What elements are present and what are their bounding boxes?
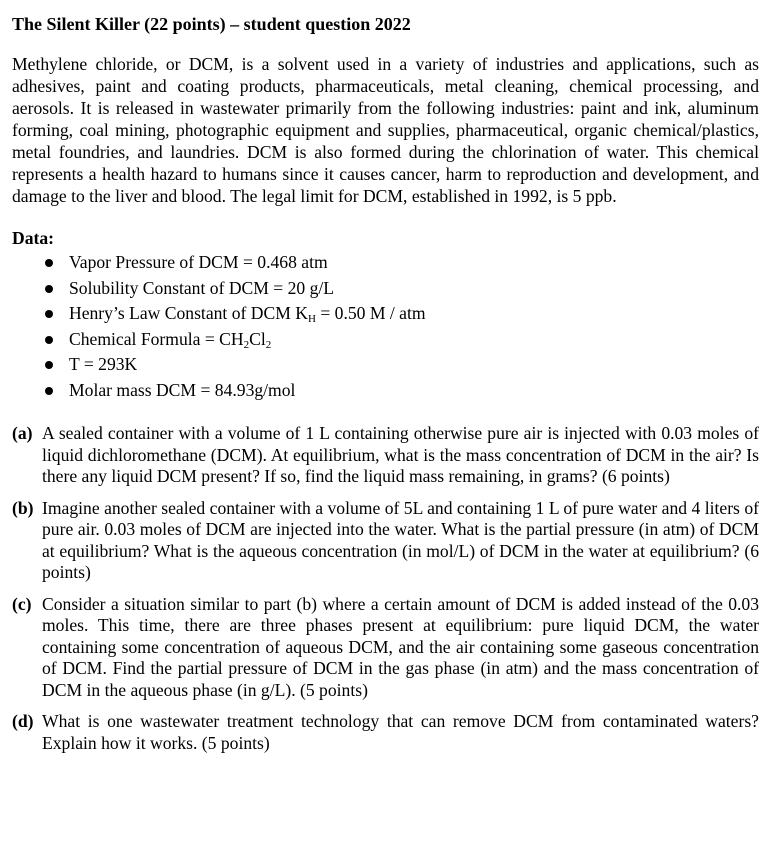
data-list (12, 250, 759, 403)
question-label: (d) (12, 711, 34, 731)
data-item-text: Solubility Constant of DCM = 20 g/L (69, 277, 335, 298)
subscript: 2 (243, 338, 250, 351)
data-heading: Data: (12, 228, 55, 248)
bullet-icon (45, 310, 53, 318)
data-item-vapor-pressure (12, 250, 759, 276)
question-text: Imagine another sealed container with a volume of 5L and containing 1 L of pure water and 4 liters of pure air. 0.03 moles of DCM are injected into the water. What is the partial pressure (in atm) of DCM at equilibrium? What is the aqueous concentration (in mol/L) of DCM in the water at equilibrium? (6 points) (42, 497, 759, 582)
data-item-text: Henry’s Law Constant of DCM K (69, 303, 308, 323)
bullet-icon (45, 336, 53, 344)
data-item-text: Vapor Pressure of DCM = 0.468 atm (69, 252, 328, 272)
bullet-icon (45, 387, 53, 395)
data-item-text: Chemical Formula = CH (69, 328, 244, 349)
question-a (12, 423, 759, 488)
bullet-icon (45, 259, 53, 267)
data-item-temperature (12, 352, 759, 378)
question-text: What is one wastewater treatment technology that can remove DCM from contaminated waters? Explain how it works. (5 points) (42, 711, 759, 753)
page-title: The Silent Killer (22 points) – student question 2022 (12, 14, 411, 34)
data-item-henry-constant (12, 301, 759, 327)
data-item-molar-mass (12, 378, 759, 404)
data-item-text: Cl (249, 328, 266, 349)
data-item-solubility (12, 276, 759, 302)
subscript: H (307, 313, 316, 325)
data-item-text: = 0.50 M / atm (315, 303, 426, 323)
question-c (12, 594, 759, 702)
intro-paragraph: Methylene chloride, or DCM, is a solvent used in a variety of industries and applications, such as adhesives, paint and coating products, pharmaceuticals, metal cleaning, chemical processing, and aerosols. It is released in wastewater primarily from the following industries: paint and ink, aluminum forming, coal mining, photographic equipment and supplies, pharmaceutical, organic chemical/plastics, metal foundries, and laundries. DCM is also formed during the chlorination of water. This chemical represents a health hazard to humans since it causes cancer, harm to reproduction and development, and damage to the liver and blood. The legal limit for DCM, established in 1992, is 5 ppb. (12, 54, 759, 206)
question-label: (c) (12, 593, 32, 614)
data-item-chemical-formula (12, 327, 759, 353)
bullet-icon (45, 361, 53, 369)
question-d (12, 711, 759, 754)
data-item-text: Molar mass DCM = 84.93g/mol (69, 379, 296, 400)
question-label: (a) (12, 423, 33, 443)
question-label: (b) (12, 497, 34, 518)
question-text: Consider a situation similar to part (b) where a certain amount of DCM is added instead of the 0.03 moles. This time, there are three phases present at equilibrium: pure liquid DCM, the water containing some concentration of aqueous DCM, and the air containing some gaseous concentration of DCM. Find the partial pressure of DCM in the gas phase (in atm) and the mass concentration of DCM in the aqueous phase (in g/L). (5 points) (42, 593, 759, 700)
subscript: 2 (265, 338, 272, 351)
question-text: A sealed container with a volume of 1 L containing otherwise pure air is injected with 0.03 moles of liquid dichloromethane (DCM). At equilibrium, what is the mass concentration of DCM in the air? Is there any liquid DCM present? If so, find the liquid mass remaining, in grams? (6 points) (42, 423, 759, 486)
bullet-icon (45, 285, 53, 293)
question-b (12, 498, 759, 584)
question-list (12, 423, 759, 754)
data-item-text: T = 293K (69, 354, 138, 374)
